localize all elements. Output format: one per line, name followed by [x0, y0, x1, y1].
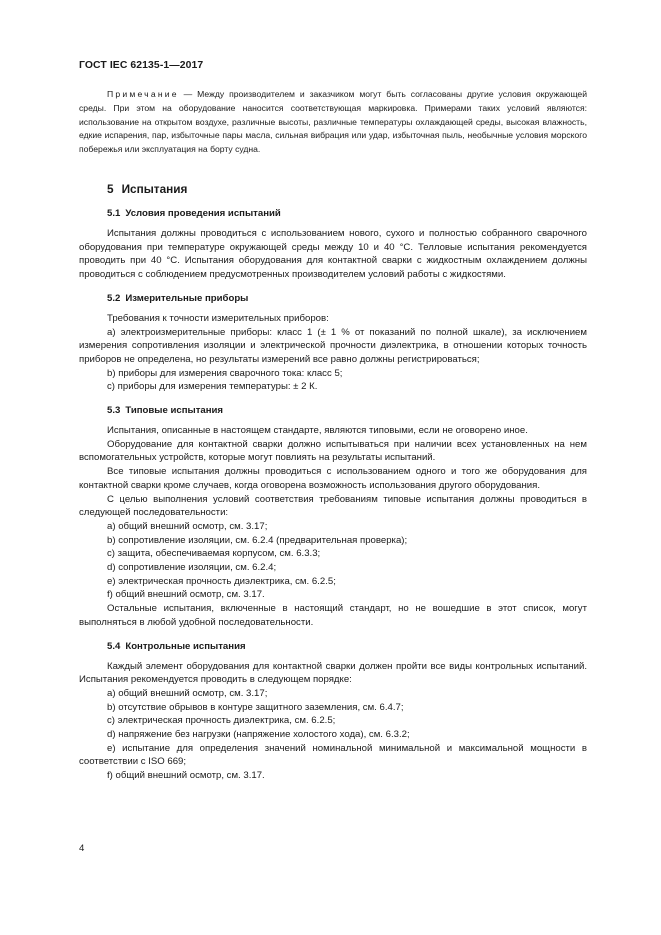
- document-body: [79, 88, 587, 783]
- section-title: Испытания: [121, 181, 188, 196]
- list-item: b) отсутствие обрывов в контуре защитного заземления, см. 6.4.7;: [107, 701, 404, 713]
- list-item: b) приборы для измерения сварочного тока: класс 5;: [107, 367, 343, 379]
- note-paragraph: [79, 88, 587, 157]
- note-label: Примечание: [107, 89, 179, 99]
- paragraph: С целью выполнения условий соответствия требованиям типовые испытания должны проводиться в следующей последовательности:: [79, 493, 587, 519]
- paragraph: Все типовые испытания должны проводиться с использованием одного и того же оборудования для контактной сварки кроме случаев, когда оговорена возможность использования другого оборудования.: [79, 466, 587, 491]
- subsection-number: 5.3: [107, 405, 121, 417]
- subsection-heading-5-4: [79, 640, 587, 654]
- page-number: 4: [79, 843, 85, 854]
- list-item: a) общий внешний осмотр, см. 3.17;: [107, 520, 268, 532]
- subsection-number: 5.1: [107, 207, 121, 219]
- list-item: a) электроизмерительные приборы: класс 1 (± 1 % от показаний по полной шкале), за исключением измерения сопротивления изоляции и электрической прочности диэлектрика, в отношении которых точность приборов не определена, но результаты измерений все равно должны регистрироваться;: [79, 326, 587, 365]
- paragraph: Каждый элемент оборудования для контактной сварки должен пройти все виды контрольных испытаний. Испытания рекомендуется проводить в следующем порядке:: [79, 660, 587, 686]
- paragraph: Испытания, описанные в настоящем стандарте, являются типовыми, если не оговорено иное.: [107, 425, 528, 437]
- list-item: c) приборы для измерения температуры: ± 2 К.: [107, 381, 318, 393]
- paragraph: Остальные испытания, включенные в настоящий стандарт, но не вошедшие в этот список, могут выполняться в любой удобной последовательности.: [79, 603, 587, 628]
- list-item: c) электрическая прочность диэлектрика, см. 6.2.5;: [107, 715, 336, 727]
- list-item: d) сопротивление изоляции, см. 6.2.4;: [107, 562, 277, 574]
- list-item: e) электрическая прочность диэлектрика, см. 6.2.5;: [107, 575, 336, 587]
- paragraph: Требования к точности измерительных приборов:: [107, 312, 329, 324]
- subsection-title: Условия проведения испытаний: [125, 207, 281, 219]
- list-item: a) общий внешний осмотр, см. 3.17;: [107, 687, 268, 699]
- subsection-number: 5.2: [107, 292, 121, 304]
- subsection-heading-5-3: [79, 404, 587, 418]
- subsection-title: Типовые испытания: [125, 405, 224, 417]
- list-item: e) испытание для определения значений номинальной минимальной и максимальной мощности в соответствии с ISO 669;: [79, 742, 587, 768]
- subsection-title: Контрольные испытания: [125, 640, 246, 652]
- document-header: ГОСТ IEC 62135-1—2017: [79, 60, 204, 71]
- note-text: — Между производителем и заказчиком могут быть согласованы другие условия окружающей среды. При этом на оборудование наносится соответствующая маркировка. Примерами таких условий являются: использование на открытом воздухе, различные высоты, различные температуры охлаждающей среды, высокая влажность, едкие испарения, пар, избыточные пары масла, сильная вибрация или удар, избыточная пыль, необычные условия морского побережья или эксплуатация на борту судна.: [79, 89, 587, 155]
- list-item: d) напряжение без нагрузки (напряжение холостого хода), см. 6.3.2;: [107, 729, 410, 741]
- section-number: 5: [107, 181, 114, 196]
- section-heading: [79, 181, 587, 197]
- subsection-title: Измерительные приборы: [125, 292, 249, 304]
- paragraph: Испытания должны проводиться с использованием нового, сухого и полностью собранного сварочного оборудования при температуре окружающей среды между 10 и 40 °C. Телловые испытания рекомендуется проводить при 40 °C. Испытания оборудования для контактной сварки с жидкостным охлаждением должны проводиться с соблюдением предусмотренных производителем условий работы с жидкостями.: [79, 227, 587, 281]
- list-item: b) сопротивление изоляции, см. 6.2.4 (предварительная проверка);: [107, 534, 408, 546]
- list-item: f) общий внешний осмотр, см. 3.17.: [107, 770, 265, 782]
- list-item: c) защита, обеспечиваемая корпусом, см. 6.3.3;: [107, 548, 321, 560]
- subsection-number: 5.4: [107, 640, 121, 652]
- subsection-heading-5-2: [79, 292, 587, 306]
- paragraph: Оборудование для контактной сварки должно испытываться при наличии всех установленных на нем вспомогательных устройств, которые могут повлиять на результаты испытаний.: [79, 438, 587, 464]
- subsection-heading-5-1: [79, 207, 587, 221]
- list-item: f) общий внешний осмотр, см. 3.17.: [107, 589, 265, 601]
